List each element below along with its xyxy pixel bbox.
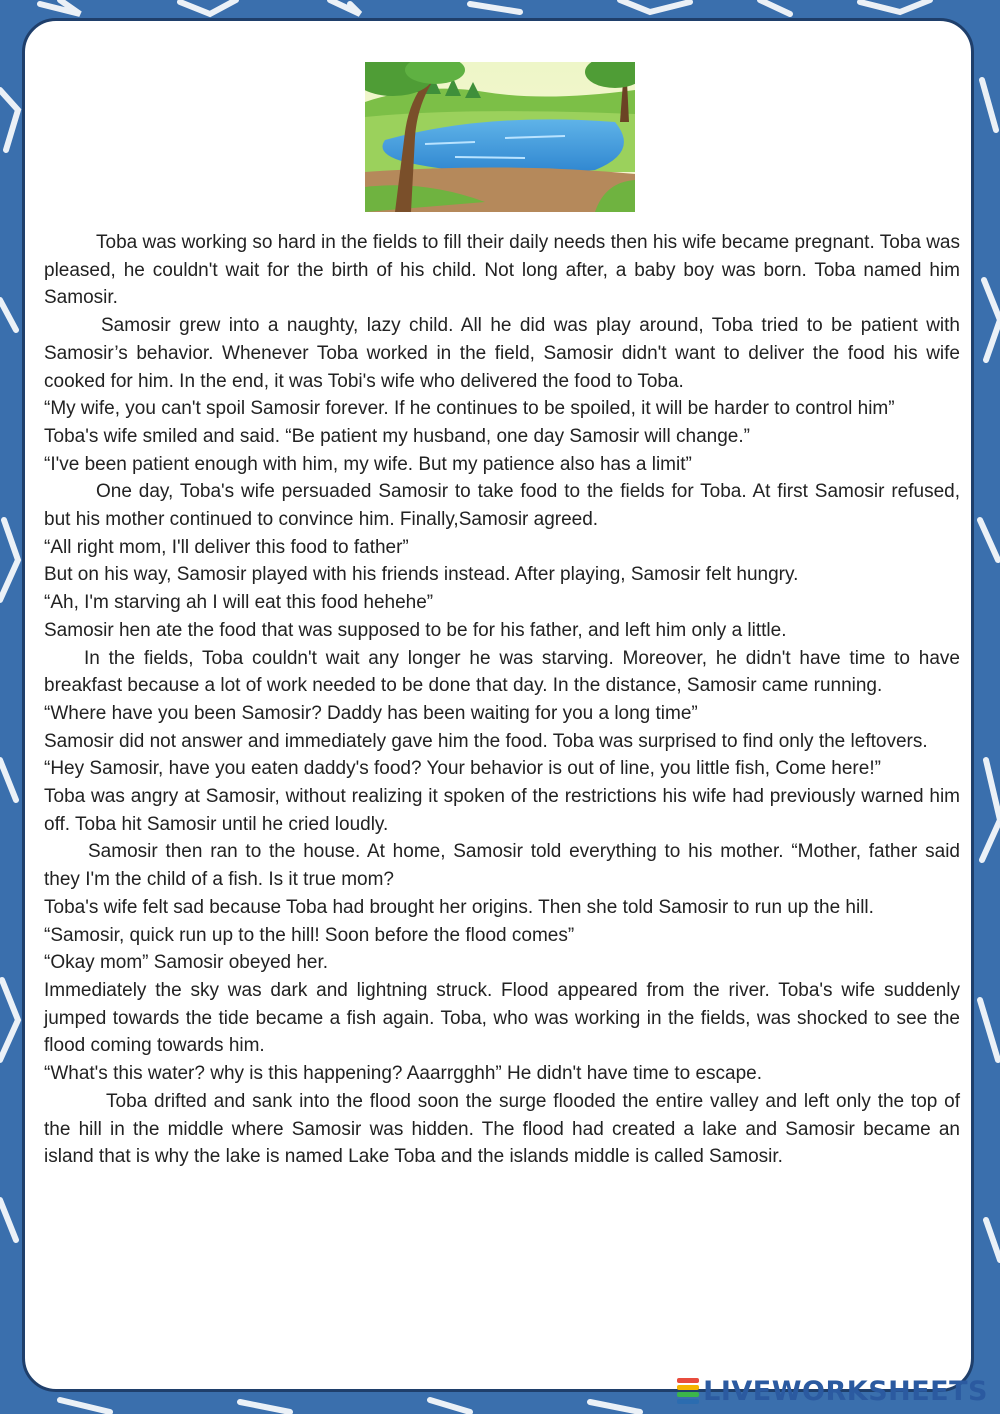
story-paragraph: Toba was working so hard in the fields to fill their daily needs then his wife became pregnant. Toba was pleased, he couldn't wait for the birth of his child. Not long after, a baby boy was born. Toba named him Samosir. [44, 232, 960, 309]
logo-bar-yellow [677, 1385, 699, 1390]
liveworksheets-logo [677, 1374, 988, 1408]
logo-bar-red [677, 1378, 699, 1383]
story-paragraph: “Samosir, quick run up to the hill! Soon before the flood comes” [44, 924, 575, 946]
story-paragraph: Immediately the sky was dark and lightning struck. Flood appeared from the river. Toba's wife suddenly jumped towards the tide became a fish again. Toba, who was working in the fields, was shocked to see the flood coming towards him. [44, 979, 960, 1057]
story-paragraph: But on his way, Samosir played with his friends instead. After playing, Samosir felt hungry. [44, 564, 799, 586]
logo-bar-blue [677, 1399, 699, 1404]
logo-text: LIVEWORKSHEETS [703, 1375, 988, 1407]
story-paragraph: “Hey Samosir, have you eaten daddy's food? Your behavior is out of line, you little fish, Come here!” [44, 758, 881, 780]
logo-bar-green [677, 1392, 699, 1397]
story-paragraph: “What's this water? why is this happening? Aaarrgghh” He didn't have time to escape. [44, 1063, 763, 1085]
story-paragraph: Toba's wife smiled and said. “Be patient my husband, one day Samosir will change.” [44, 425, 750, 447]
story-text [44, 229, 960, 1171]
story-paragraph: One day, Toba's wife persuaded Samosir to take food to the fields for Toba. At first Samosir refused, but his mother continued to convince him. Finally,Samosir agreed. [44, 481, 960, 531]
liveworksheets-logo-icon [677, 1378, 699, 1404]
story-paragraph: Samosir did not answer and immediately gave him the food. Toba was surprised to find only the leftovers. [44, 730, 928, 752]
story-paragraph: Toba drifted and sank into the flood soon the surge flooded the entire valley and left only the top of the hill in the middle where Samosir was hidden. The flood had created a lake and Samosir became an island that is why the lake is named Lake Toba and the islands middle is called Samosir. [44, 1090, 960, 1168]
story-paragraph: Samosir hen ate the food that was supposed to be for his father, and left him only a little. [44, 619, 787, 641]
story-paragraph: “All right mom, I'll deliver this food to father” [44, 536, 409, 558]
story-paragraph: “My wife, you can't spoil Samosir forever. If he continues to be spoiled, it will be harder to control him” [44, 398, 895, 420]
story-paragraph: Samosir then ran to the house. At home, Samosir told everything to his mother. “Mother, father said they I'm the child of a fish. Is it true mom? [44, 841, 960, 891]
story-paragraph: “I've been patient enough with him, my wife. But my patience also has a limit” [44, 453, 692, 475]
story-paragraph: “Okay mom” Samosir obeyed her. [44, 952, 329, 974]
story-paragraph: Samosir grew into a naughty, lazy child. All he did was play around, Toba tried to be patient with Samosir’s behavior. Whenever Toba worked in the field, Samosir didn't want to deliver the food his wife cooked for him. In the end, it was Tobi's wife who delivered the food to Toba. [44, 315, 960, 392]
lake-illustration [365, 62, 635, 212]
story-paragraph: “Where have you been Samosir? Daddy has been waiting for you a long time” [44, 702, 698, 724]
story-paragraph: Toba's wife felt sad because Toba had brought her origins. Then she told Samosir to run up the hill. [44, 896, 874, 918]
story-paragraph: Toba was angry at Samosir, without realizing it spoken of the restrictions his wife had previously warned him off. Toba hit Samosir until he cried loudly. [44, 786, 960, 835]
story-paragraph: “Ah, I'm starving ah I will eat this food hehehe” [44, 592, 434, 614]
story-paragraph: In the fields, Toba couldn't wait any longer he was starving. Moreover, he didn't have time to have breakfast because a lot of work needed to be done that day. In the distance, Samosir came running. [44, 647, 960, 697]
